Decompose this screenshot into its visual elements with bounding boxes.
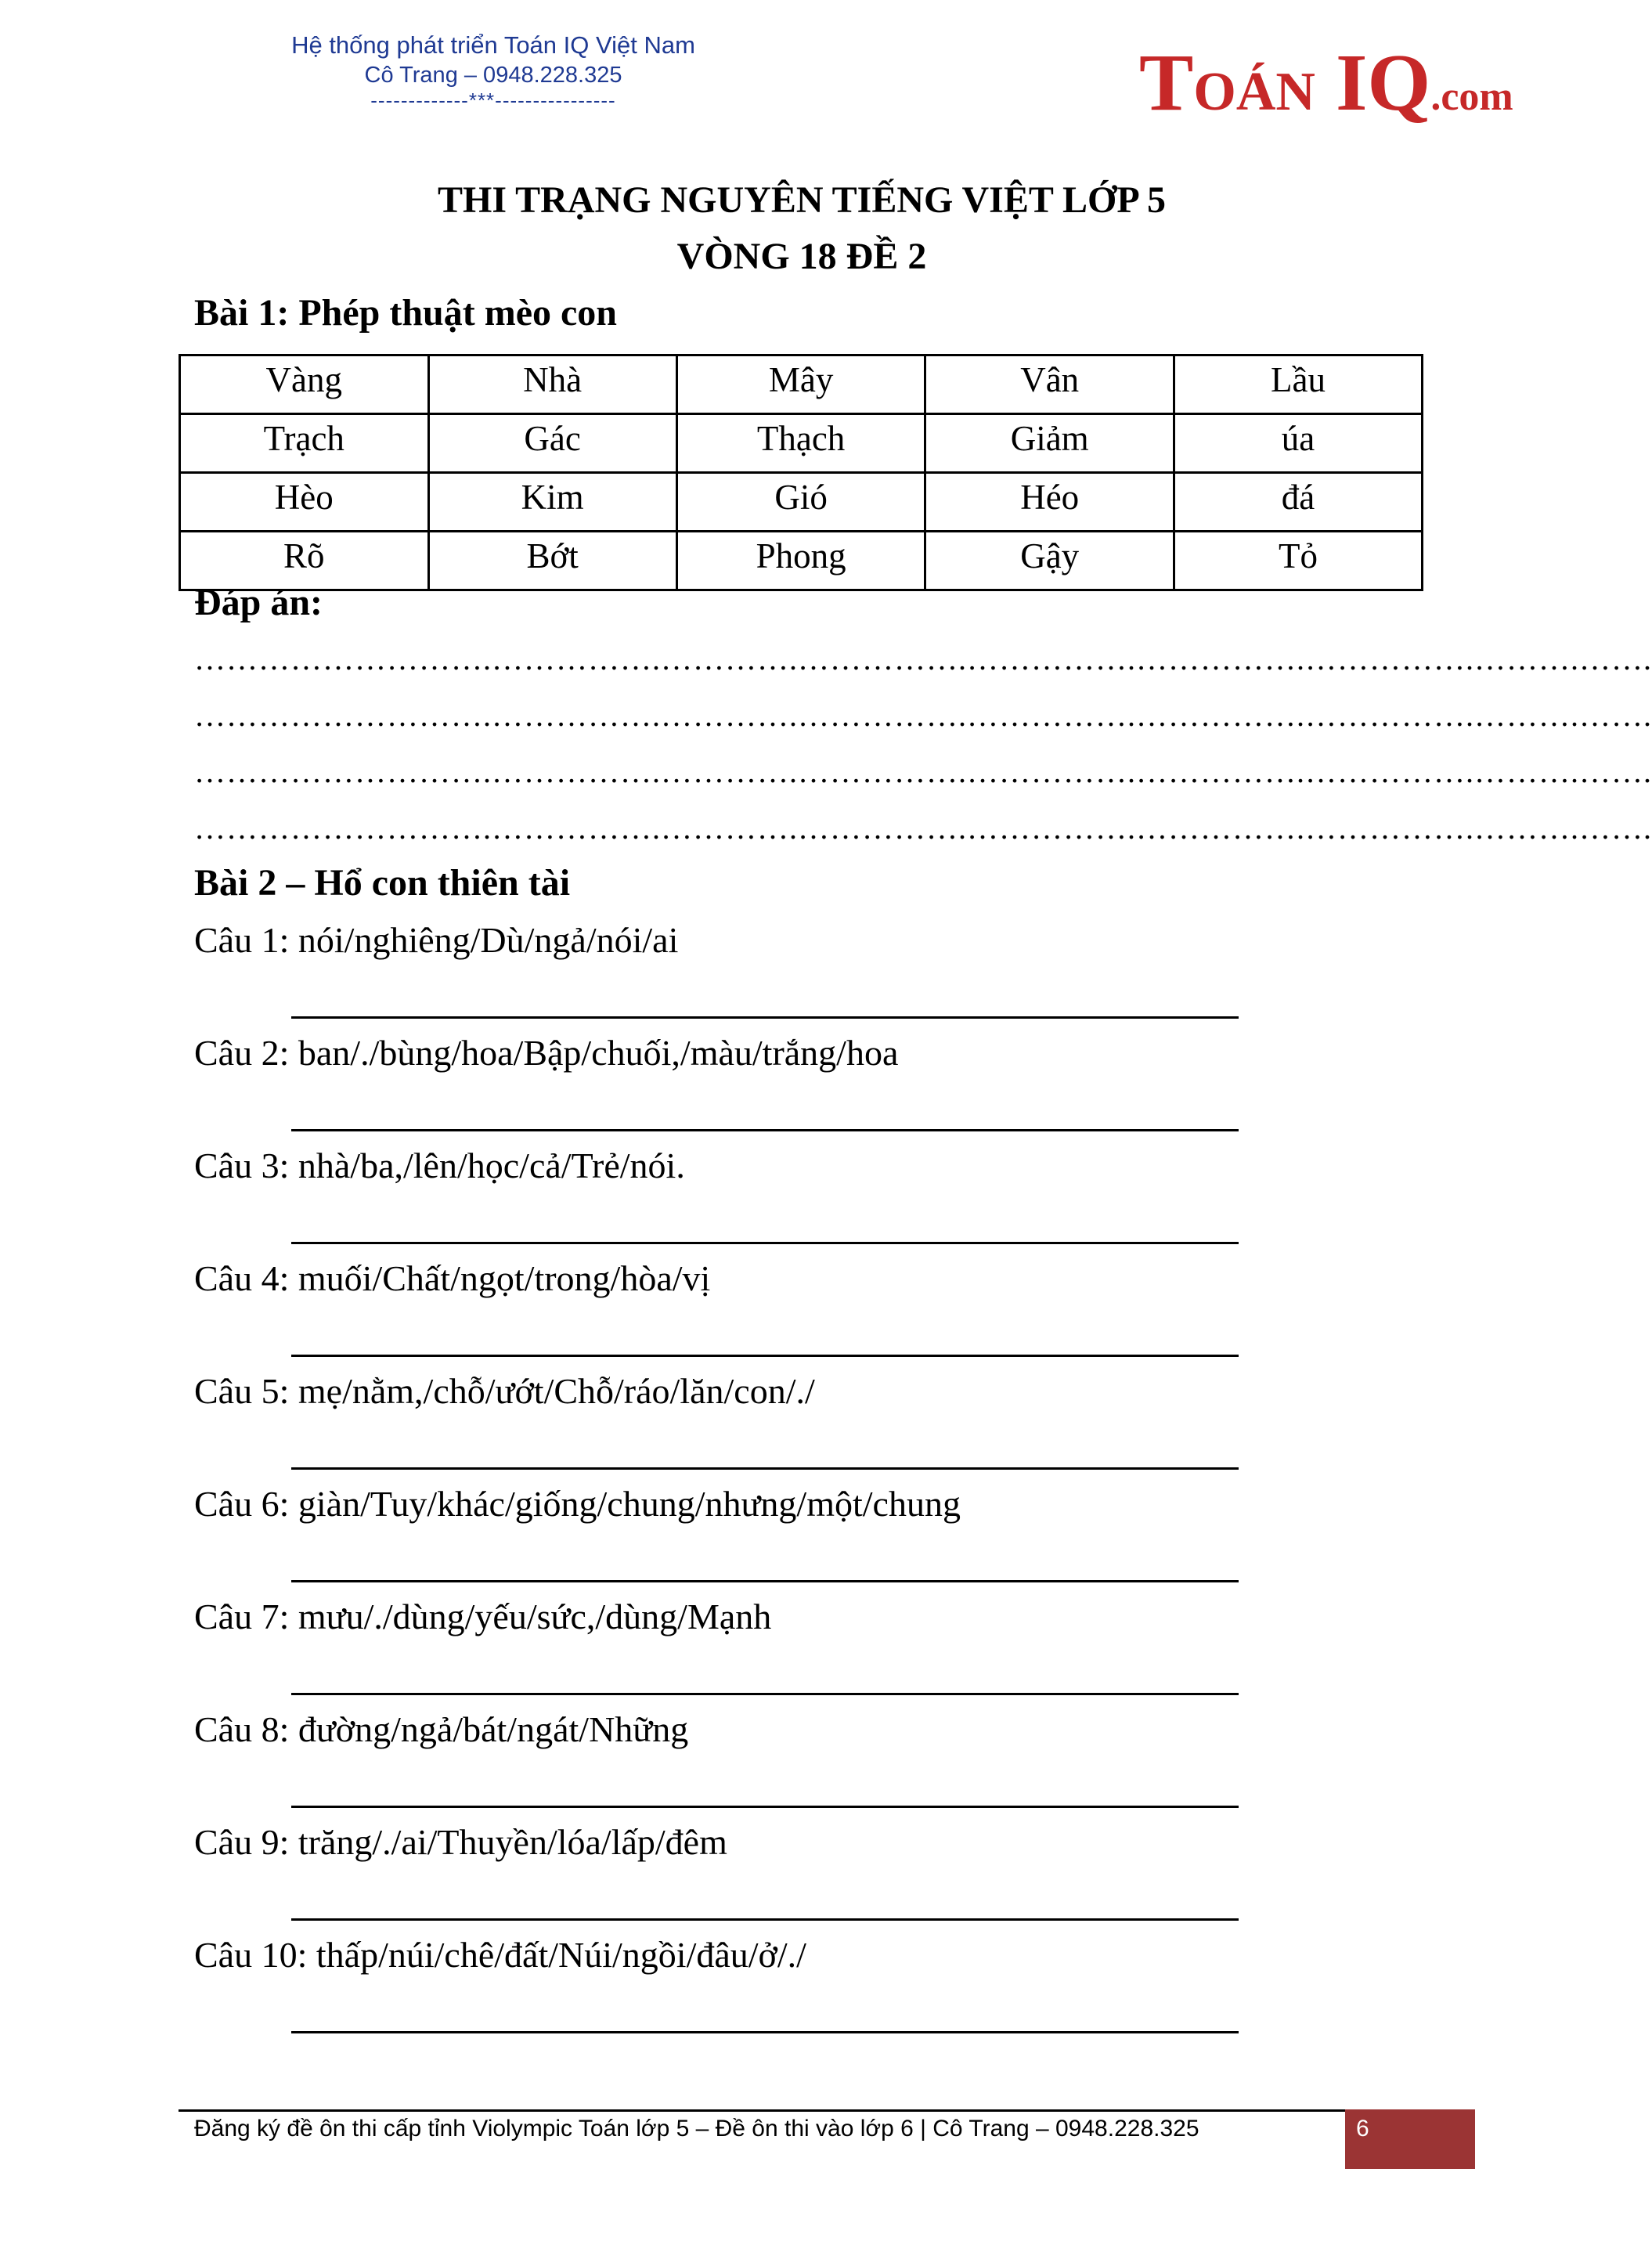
table-row	[180, 414, 1423, 473]
question-6: Câu 6: giàn/Tuy/khác/giống/chung/nhưng/một/chung	[194, 1484, 961, 1524]
bai2-heading: Bài 2 – Hổ con thiên tài	[194, 862, 571, 904]
table-cell: Tỏ	[1174, 532, 1422, 590]
table-row	[180, 473, 1423, 532]
answer-line-9[interactable]	[291, 1918, 1239, 1921]
answer-line-1[interactable]	[291, 1016, 1239, 1019]
answer-dot-line[interactable]: ……………………….…………….………….…………….…………….…………….…………….……….…….	[194, 698, 1652, 733]
table-cell: đá	[1174, 473, 1422, 532]
answer-line-8[interactable]	[291, 1806, 1239, 1808]
question-5: Câu 5: mẹ/nằm,/chỗ/ướt/Chỗ/ráo/lăn/con/./	[194, 1371, 815, 1411]
table-cell: Rõ	[180, 532, 429, 590]
table-row	[180, 355, 1423, 414]
table-cell: Mây	[676, 355, 925, 414]
logo-part-2: OÁN	[1193, 62, 1315, 122]
logo-part-3: IQ	[1315, 38, 1431, 128]
table-cell: Nhà	[428, 355, 676, 414]
question-3: Câu 3: nhà/ba,/lên/học/cả/Trẻ/nói.	[194, 1146, 685, 1185]
answer-line-10[interactable]	[291, 2031, 1239, 2033]
table-cell: Trạch	[180, 414, 429, 473]
table-cell: Vàng	[180, 355, 429, 414]
answer-line-2[interactable]	[291, 1129, 1239, 1131]
table-cell: Hèo	[180, 473, 429, 532]
question-4: Câu 4: muối/Chất/ngọt/trong/hòa/vị	[194, 1258, 711, 1298]
question-8: Câu 8: đường/ngả/bát/ngát/Những	[194, 1709, 689, 1749]
table-cell: Gió	[676, 473, 925, 532]
answer-line-3[interactable]	[291, 1242, 1239, 1244]
table-cell: úa	[1174, 414, 1422, 473]
table-cell: Gác	[428, 414, 676, 473]
question-2: Câu 2: ban/./bùng/hoa/Bập/chuối,/màu/trắng/hoa	[194, 1033, 899, 1073]
header-organization: Hệ thống phát triển Toán IQ Việt Nam	[291, 31, 695, 59]
answer-dot-line[interactable]: ……………………….…………….………….…………….…………….…………….…………….……….…….	[194, 810, 1652, 846]
answer-line-7[interactable]	[291, 1693, 1239, 1695]
table-cell: Lầu	[1174, 355, 1422, 414]
table-cell: Héo	[925, 473, 1174, 532]
question-1: Câu 1: nói/nghiêng/Dù/ngả/nói/ai	[194, 920, 679, 960]
answer-line-4[interactable]	[291, 1355, 1239, 1357]
answer-line-6[interactable]	[291, 1580, 1239, 1582]
document-title: THI TRẠNG NGUYÊN TIẾNG VIỆT LỚP 5	[437, 179, 1167, 221]
table-row	[180, 532, 1423, 590]
header-info	[258, 30, 728, 111]
table-cell: Gậy	[925, 532, 1174, 590]
footer-text: Đăng ký đề ôn thi cấp tỉnh Violympic Toán lớp 5 – Đề ôn thi vào lớp 6 | Cô Trang – 0948.228.325	[194, 2116, 1199, 2142]
logo-part-1: T	[1139, 38, 1194, 128]
page-number: 6	[1356, 2116, 1369, 2142]
logo-part-4: .com	[1430, 74, 1513, 119]
answer-label: Đáp án:	[194, 582, 323, 623]
header-separator: -------------***----------------	[370, 88, 616, 112]
bai1-heading: Bài 1: Phép thuật mèo con	[194, 292, 617, 334]
page-number-badge	[1345, 2109, 1475, 2169]
word-grid-table	[179, 354, 1423, 591]
question-7: Câu 7: mưu/./dùng/yếu/sức,/dùng/Mạnh	[194, 1597, 772, 1636]
question-9: Câu 9: trăng/./ai/Thuyền/lóa/lấp/đêm	[194, 1822, 727, 1862]
answer-dot-line[interactable]: ……………………….…………….………….…………….…………….…………….…………….……….…….	[194, 754, 1652, 789]
table-cell: Thạch	[676, 414, 925, 473]
table-cell: Giảm	[925, 414, 1174, 473]
document-subtitle: VÒNG 18 ĐỀ 2	[676, 236, 927, 277]
table-cell: Kim	[428, 473, 676, 532]
answer-line-5[interactable]	[291, 1467, 1239, 1470]
toaniq-logo	[1139, 36, 1513, 138]
table-cell: Bớt	[428, 532, 676, 590]
table-cell: Phong	[676, 532, 925, 590]
footer-divider	[179, 2109, 1345, 2112]
answer-dot-line[interactable]: ……………………….…………….………….…………….…………….…………….…………….……….…….	[194, 641, 1652, 677]
table-cell: Vân	[925, 355, 1174, 414]
header-contact: Cô Trang – 0948.228.325	[364, 63, 622, 88]
question-10: Câu 10: thấp/núi/chê/đất/Núi/ngồi/đâu/ở/./	[194, 1935, 806, 1975]
